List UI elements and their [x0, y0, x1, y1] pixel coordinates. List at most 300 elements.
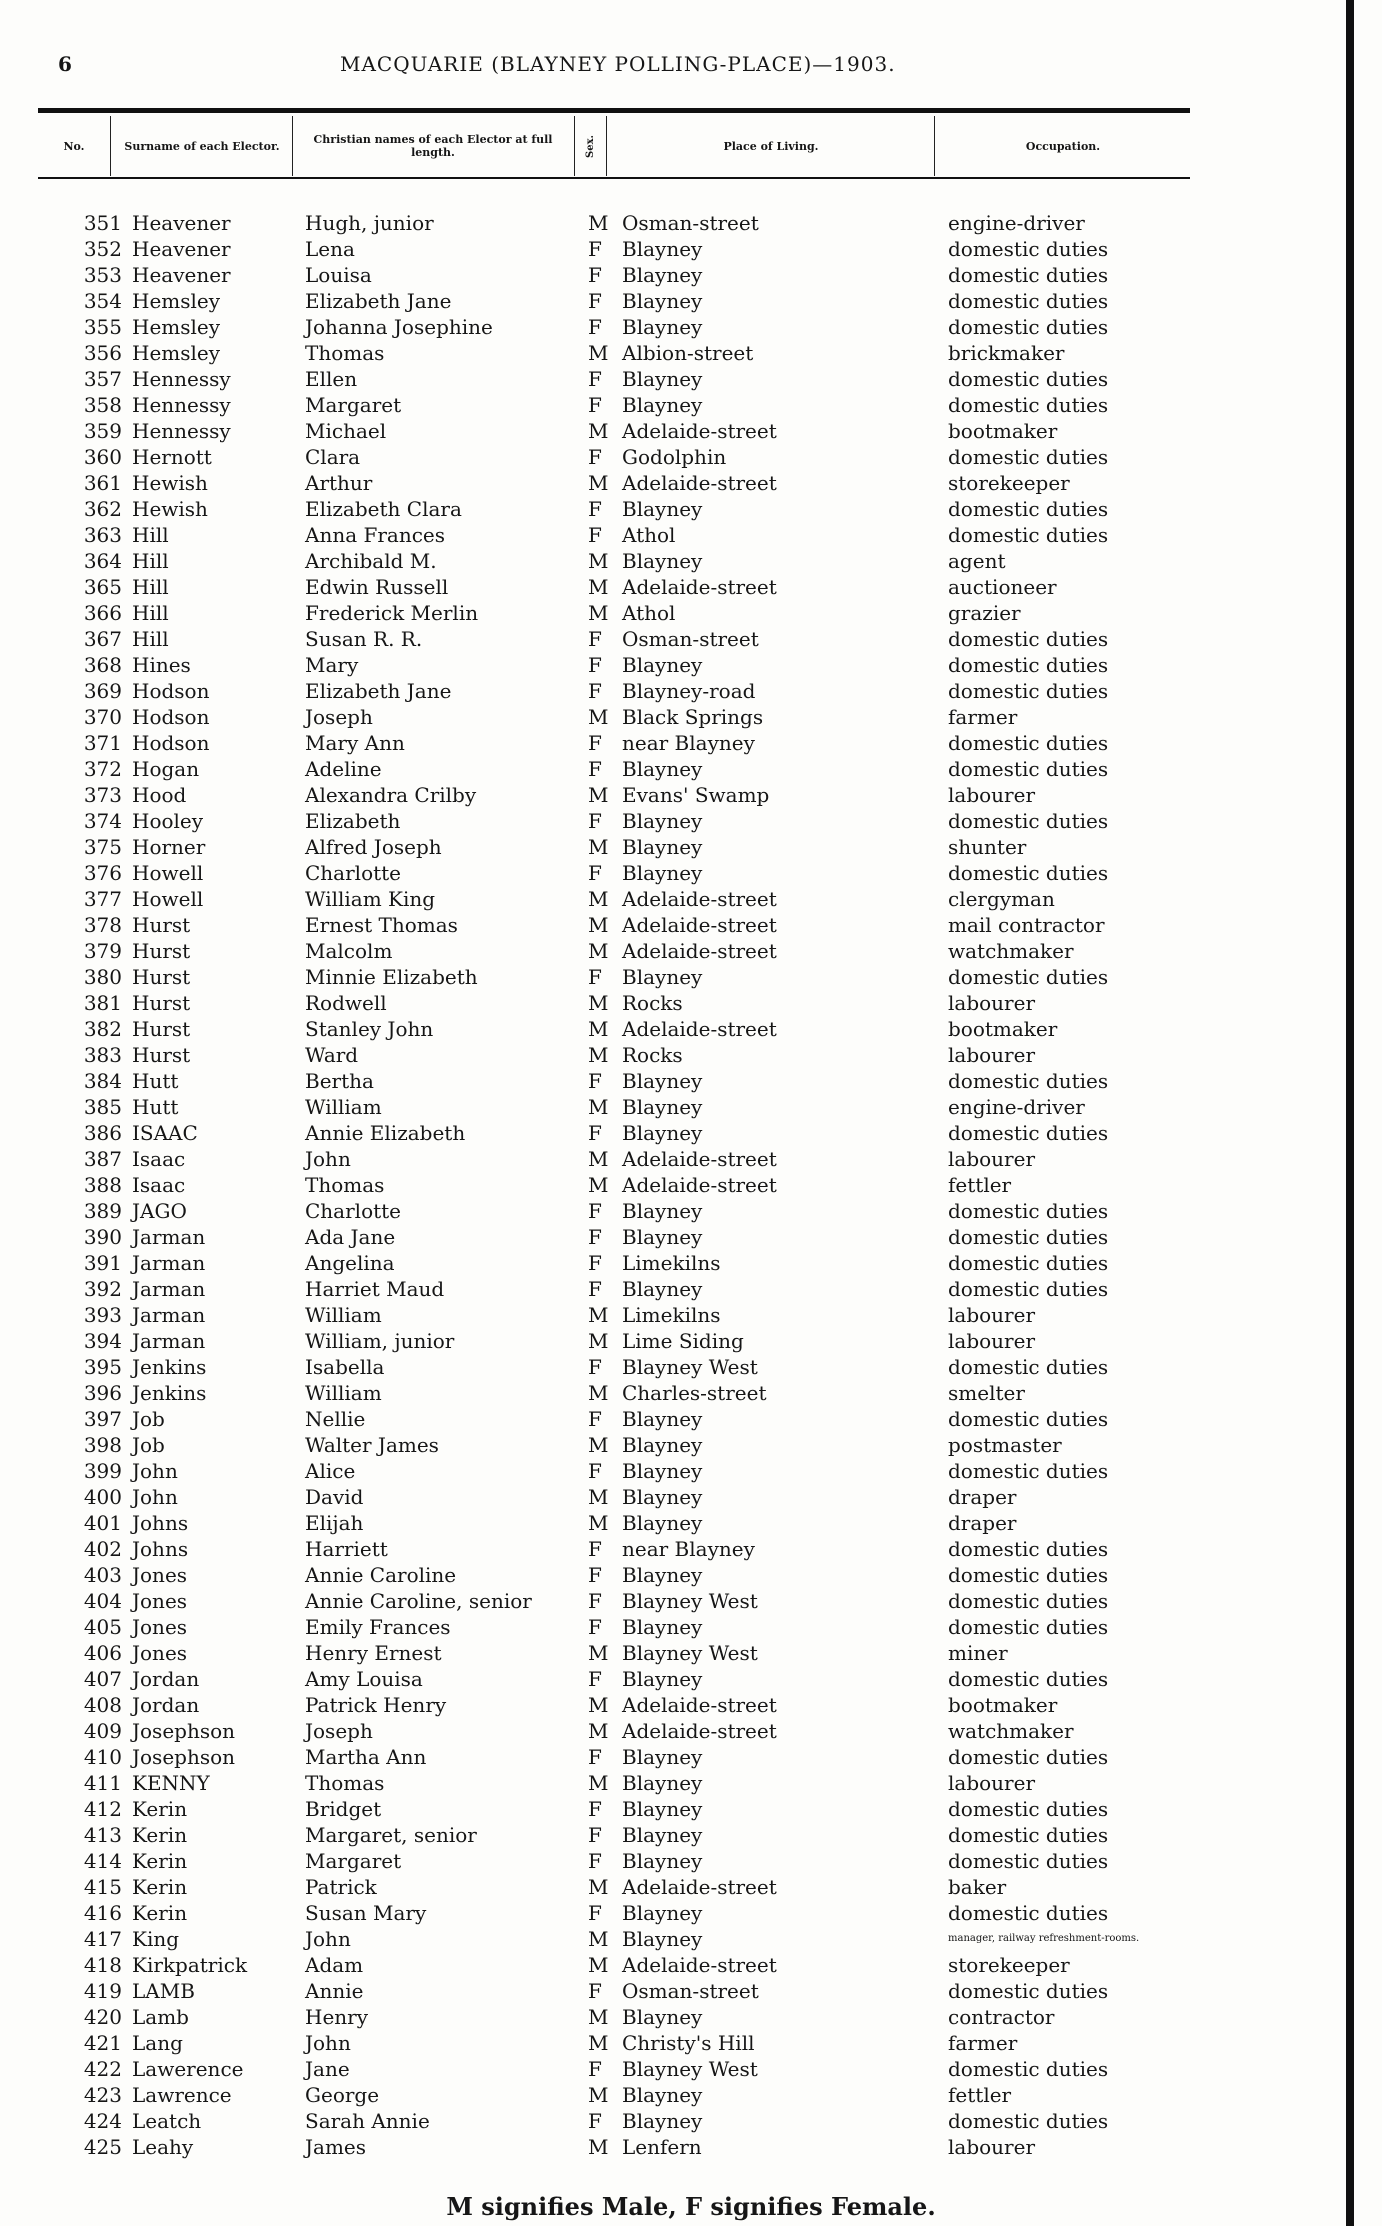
- elector-surname: Jarman: [132, 1277, 206, 1301]
- elector-place-of-living: Blayney: [622, 1225, 703, 1249]
- elector-row: [0, 678, 1382, 704]
- elector-occupation: domestic duties: [948, 1901, 1109, 1925]
- elector-place-of-living: Athol: [622, 523, 676, 547]
- elector-surname: Leahy: [132, 2135, 194, 2159]
- elector-row: [0, 2082, 1382, 2108]
- elector-row: [0, 1198, 1382, 1224]
- elector-occupation: domestic duties: [948, 1563, 1109, 1587]
- elector-surname: Johns: [132, 1537, 189, 1561]
- elector-surname: Lawrence: [132, 2083, 232, 2107]
- elector-row: [0, 1484, 1382, 1510]
- elector-number: 424: [83, 2109, 122, 2133]
- elector-sex: F: [588, 393, 602, 417]
- elector-place-of-living: Adelaide-street: [622, 1953, 777, 1977]
- elector-sex: M: [588, 211, 609, 235]
- elector-place-of-living: Blayney: [622, 1615, 703, 1639]
- elector-occupation: domestic duties: [948, 1849, 1109, 1873]
- elector-row: [0, 1510, 1382, 1536]
- elector-number: 389: [83, 1199, 122, 1223]
- elector-place-of-living: Blayney: [622, 835, 703, 859]
- elector-sex: F: [588, 315, 602, 339]
- elector-row: [0, 340, 1382, 366]
- elector-number: 396: [83, 1381, 122, 1405]
- elector-place-of-living: Rocks: [622, 991, 683, 1015]
- elector-row: [0, 2004, 1382, 2030]
- elector-sex: M: [588, 1511, 609, 1535]
- elector-sex: M: [588, 575, 609, 599]
- elector-row: [0, 1328, 1382, 1354]
- elector-occupation: contractor: [948, 2005, 1055, 2029]
- elector-number: 367: [83, 627, 122, 651]
- elector-surname: Lawerence: [132, 2057, 244, 2081]
- elector-christian-names: Patrick: [305, 1875, 377, 1899]
- elector-row: [0, 1172, 1382, 1198]
- elector-place-of-living: Blayney: [622, 1797, 703, 1821]
- elector-christian-names: Henry: [305, 2005, 369, 2029]
- elector-number: 371: [83, 731, 122, 755]
- elector-sex: M: [588, 1329, 609, 1353]
- elector-sex: F: [588, 1979, 602, 2003]
- elector-row: [0, 1068, 1382, 1094]
- elector-place-of-living: Blayney: [622, 393, 703, 417]
- elector-surname: Hennessy: [132, 419, 231, 443]
- elector-sex: M: [588, 601, 609, 625]
- elector-number: 363: [83, 523, 122, 547]
- elector-row: [0, 1926, 1382, 1952]
- elector-sex: F: [588, 731, 602, 755]
- elector-number: 400: [83, 1485, 122, 1509]
- elector-sex: M: [588, 1771, 609, 1795]
- elector-occupation: domestic duties: [948, 2057, 1109, 2081]
- elector-row: [0, 1146, 1382, 1172]
- elector-sex: M: [588, 913, 609, 937]
- elector-occupation: domestic duties: [948, 1277, 1109, 1301]
- elector-sex: F: [588, 1745, 602, 1769]
- elector-number: 403: [83, 1563, 122, 1587]
- elector-row: [0, 938, 1382, 964]
- elector-sex: F: [588, 1589, 602, 1613]
- elector-place-of-living: Blayney: [622, 1511, 703, 1535]
- elector-surname: Hewish: [132, 471, 208, 495]
- elector-surname: Hurst: [132, 939, 191, 963]
- elector-occupation: domestic duties: [948, 1979, 1109, 2003]
- column-divider: [292, 116, 293, 176]
- elector-place-of-living: Blayney: [622, 289, 703, 313]
- elector-sex: M: [588, 835, 609, 859]
- elector-place-of-living: Blayney: [622, 1485, 703, 1509]
- elector-row: [0, 808, 1382, 834]
- elector-number: 418: [83, 1953, 122, 1977]
- elector-place-of-living: Blayney: [622, 1277, 703, 1301]
- elector-christian-names: William, junior: [305, 1329, 455, 1353]
- page-number: 6: [58, 52, 72, 76]
- elector-number: 382: [83, 1017, 122, 1041]
- elector-place-of-living: Adelaide-street: [622, 471, 777, 495]
- elector-occupation: domestic duties: [948, 1667, 1109, 1691]
- header-place-of-living: Place of Living.: [723, 139, 819, 153]
- elector-number: 359: [83, 419, 122, 443]
- elector-christian-names: Emily Frances: [305, 1615, 451, 1639]
- elector-number: 425: [83, 2135, 122, 2159]
- elector-row: [0, 574, 1382, 600]
- elector-place-of-living: Blayney: [622, 1121, 703, 1145]
- elector-sex: M: [588, 1303, 609, 1327]
- elector-christian-names: Ellen: [305, 367, 358, 391]
- elector-surname: LAMB: [132, 1979, 195, 2003]
- elector-christian-names: Frederick Merlin: [305, 601, 479, 625]
- elector-number: 415: [83, 1875, 122, 1899]
- elector-surname: Hodson: [132, 679, 210, 703]
- elector-occupation: shunter: [948, 835, 1027, 859]
- elector-christian-names: Charlotte: [305, 1199, 402, 1223]
- elector-place-of-living: Blayney: [622, 1901, 703, 1925]
- elector-sex: M: [588, 1485, 609, 1509]
- elector-sex: F: [588, 757, 602, 781]
- elector-place-of-living: Blayney: [622, 965, 703, 989]
- elector-occupation: farmer: [948, 2031, 1018, 2055]
- elector-row: [0, 1744, 1382, 1770]
- elector-surname: Kerin: [132, 1823, 188, 1847]
- elector-occupation: domestic duties: [948, 1459, 1109, 1483]
- column-divider: [110, 116, 111, 176]
- elector-number: 360: [83, 445, 122, 469]
- elector-occupation: fettler: [948, 1173, 1012, 1197]
- elector-surname: Hemsley: [132, 341, 221, 365]
- elector-occupation: watchmaker: [948, 1719, 1074, 1743]
- elector-place-of-living: Blayney: [622, 2109, 703, 2133]
- elector-number: 412: [83, 1797, 122, 1821]
- elector-row: [0, 1718, 1382, 1744]
- elector-christian-names: Elizabeth Jane: [305, 289, 452, 313]
- elector-place-of-living: Godolphin: [622, 445, 727, 469]
- elector-number: 397: [83, 1407, 122, 1431]
- elector-occupation: clergyman: [948, 887, 1055, 911]
- elector-surname: Hennessy: [132, 393, 231, 417]
- elector-number: 419: [83, 1979, 122, 2003]
- header-sex-cell: [576, 116, 606, 176]
- elector-occupation: engine-driver: [948, 1095, 1085, 1119]
- elector-sex: F: [588, 2109, 602, 2133]
- elector-sex: F: [588, 1823, 602, 1847]
- elector-number: 384: [83, 1069, 122, 1093]
- elector-christian-names: William: [305, 1303, 382, 1327]
- elector-number: 355: [83, 315, 122, 339]
- elector-place-of-living: Albion-street: [622, 341, 754, 365]
- elector-row: [0, 1952, 1382, 1978]
- elector-sex: F: [588, 523, 602, 547]
- sex-legend-footer: M signifies Male, F signifies Female.: [446, 2192, 936, 2221]
- elector-surname: Jones: [132, 1589, 188, 1613]
- elector-sex: M: [588, 887, 609, 911]
- elector-number: 408: [83, 1693, 122, 1717]
- elector-row: [0, 834, 1382, 860]
- elector-occupation: domestic duties: [948, 237, 1109, 261]
- elector-sex: M: [588, 2005, 609, 2029]
- elector-sex: F: [588, 1199, 602, 1223]
- elector-number: 390: [83, 1225, 122, 1249]
- elector-christian-names: Susan Mary: [305, 1901, 427, 1925]
- elector-number: 375: [83, 835, 122, 859]
- elector-sex: M: [588, 2135, 609, 2159]
- elector-christian-names: Jane: [305, 2057, 350, 2081]
- elector-occupation: domestic duties: [948, 1589, 1109, 1613]
- elector-christian-names: Annie: [305, 1979, 364, 2003]
- elector-christian-names: Rodwell: [305, 991, 387, 1015]
- elector-christian-names: William King: [305, 887, 436, 911]
- elector-number: 385: [83, 1095, 122, 1119]
- elector-occupation: domestic duties: [948, 1537, 1109, 1561]
- elector-surname: Horner: [132, 835, 206, 859]
- elector-row: [0, 1458, 1382, 1484]
- header-christian-names: Christian names of each Elector at full length.: [313, 133, 553, 159]
- elector-sex: F: [588, 1251, 602, 1275]
- elector-sex: F: [588, 965, 602, 989]
- elector-surname: Kerin: [132, 1901, 188, 1925]
- elector-christian-names: John: [305, 2031, 351, 2055]
- elector-row: [0, 1614, 1382, 1640]
- elector-surname: Hutt: [132, 1069, 179, 1093]
- elector-number: 421: [83, 2031, 122, 2055]
- elector-surname: Kerin: [132, 1849, 188, 1873]
- elector-place-of-living: near Blayney: [622, 1537, 755, 1561]
- elector-occupation: domestic duties: [948, 731, 1109, 755]
- elector-christian-names: Margaret: [305, 1849, 402, 1873]
- elector-christian-names: Harriet Maud: [305, 1277, 445, 1301]
- elector-number: 413: [83, 1823, 122, 1847]
- elector-sex: F: [588, 1563, 602, 1587]
- elector-occupation: manager, railway refreshment-rooms.: [948, 1933, 1140, 1944]
- elector-place-of-living: Blayney: [622, 263, 703, 287]
- elector-surname: Lamb: [132, 2005, 189, 2029]
- elector-sex: F: [588, 497, 602, 521]
- elector-christian-names: Susan R. R.: [305, 627, 423, 651]
- elector-surname: Job: [132, 1433, 165, 1457]
- elector-surname: ISAAC: [132, 1121, 198, 1145]
- elector-place-of-living: near Blayney: [622, 731, 755, 755]
- elector-number: 381: [83, 991, 122, 1015]
- elector-place-of-living: Blayney: [622, 2083, 703, 2107]
- elector-occupation: domestic duties: [948, 1745, 1109, 1769]
- elector-sex: M: [588, 2031, 609, 2055]
- elector-number: 402: [83, 1537, 122, 1561]
- elector-surname: Howell: [132, 887, 204, 911]
- elector-occupation: smelter: [948, 1381, 1025, 1405]
- elector-christian-names: Joseph: [305, 705, 373, 729]
- elector-surname: Jones: [132, 1615, 188, 1639]
- elector-place-of-living: Blayney: [622, 1199, 703, 1223]
- elector-number: 353: [83, 263, 122, 287]
- elector-number: 398: [83, 1433, 122, 1457]
- elector-occupation: domestic duties: [948, 1199, 1109, 1223]
- elector-surname: Kerin: [132, 1875, 188, 1899]
- elector-occupation: miner: [948, 1641, 1008, 1665]
- elector-row: [0, 1562, 1382, 1588]
- elector-surname: Howell: [132, 861, 204, 885]
- elector-row: [0, 210, 1382, 236]
- elector-number: 378: [83, 913, 122, 937]
- elector-place-of-living: Blayney: [622, 1667, 703, 1691]
- elector-christian-names: Ward: [305, 1043, 359, 1067]
- elector-surname: Jordan: [132, 1693, 200, 1717]
- elector-number: 358: [83, 393, 122, 417]
- elector-christian-names: Walter James: [305, 1433, 439, 1457]
- elector-sex: F: [588, 1849, 602, 1873]
- elector-number: 405: [83, 1615, 122, 1639]
- elector-sex: M: [588, 1043, 609, 1067]
- elector-row: [0, 496, 1382, 522]
- elector-occupation: watchmaker: [948, 939, 1074, 963]
- elector-surname: Hewish: [132, 497, 208, 521]
- elector-number: 416: [83, 1901, 122, 1925]
- elector-surname: Hogan: [132, 757, 200, 781]
- elector-christian-names: James: [305, 2135, 367, 2159]
- elector-place-of-living: Lime Siding: [622, 1329, 744, 1353]
- elector-occupation: domestic duties: [948, 653, 1109, 677]
- elector-surname: Heavener: [132, 263, 231, 287]
- elector-sex: F: [588, 1537, 602, 1561]
- elector-occupation: draper: [948, 1485, 1017, 1509]
- elector-place-of-living: Blayney: [622, 1771, 703, 1795]
- elector-sex: M: [588, 1381, 609, 1405]
- elector-row: [0, 1770, 1382, 1796]
- elector-row: [0, 1822, 1382, 1848]
- elector-christian-names: Annie Caroline, senior: [305, 1589, 532, 1613]
- elector-place-of-living: Osman-street: [622, 627, 759, 651]
- elector-surname: Lang: [132, 2031, 183, 2055]
- elector-occupation: domestic duties: [948, 1251, 1109, 1275]
- elector-row: [0, 314, 1382, 340]
- elector-row: [0, 860, 1382, 886]
- elector-sex: M: [588, 783, 609, 807]
- elector-sex: M: [588, 1147, 609, 1171]
- elector-row: [0, 262, 1382, 288]
- header-bottom-rule: [38, 177, 1190, 179]
- elector-number: 422: [83, 2057, 122, 2081]
- elector-christian-names: Sarah Annie: [305, 2109, 430, 2133]
- elector-sex: M: [588, 1693, 609, 1717]
- elector-surname: Jordan: [132, 1667, 200, 1691]
- elector-occupation: domestic duties: [948, 393, 1109, 417]
- elector-place-of-living: Charles-street: [622, 1381, 767, 1405]
- elector-occupation: labourer: [948, 2135, 1036, 2159]
- elector-row: [0, 782, 1382, 808]
- elector-occupation: labourer: [948, 1329, 1036, 1353]
- elector-place-of-living: Blayney: [622, 653, 703, 677]
- elector-place-of-living: Blayney: [622, 1927, 703, 1951]
- elector-number: 357: [83, 367, 122, 391]
- elector-christian-names: Arthur: [305, 471, 373, 495]
- elector-occupation: domestic duties: [948, 2109, 1109, 2133]
- elector-christian-names: Alice: [305, 1459, 356, 1483]
- elector-number: 399: [83, 1459, 122, 1483]
- elector-row: [0, 756, 1382, 782]
- elector-christian-names: Patrick Henry: [305, 1693, 447, 1717]
- elector-occupation: labourer: [948, 1303, 1036, 1327]
- elector-sex: M: [588, 1095, 609, 1119]
- elector-christian-names: Harriett: [305, 1537, 388, 1561]
- elector-place-of-living: Adelaide-street: [622, 913, 777, 937]
- elector-number: 373: [83, 783, 122, 807]
- elector-place-of-living: Adelaide-street: [622, 1875, 777, 1899]
- elector-number: 368: [83, 653, 122, 677]
- elector-surname: Isaac: [132, 1147, 186, 1171]
- elector-place-of-living: Adelaide-street: [622, 1173, 777, 1197]
- elector-occupation: domestic duties: [948, 757, 1109, 781]
- elector-number: 387: [83, 1147, 122, 1171]
- elector-place-of-living: Blayney: [622, 757, 703, 781]
- elector-occupation: auctioneer: [948, 575, 1057, 599]
- elector-christian-names: David: [305, 1485, 364, 1509]
- header-no: No.: [63, 139, 85, 153]
- elector-surname: Isaac: [132, 1173, 186, 1197]
- elector-sex: M: [588, 1641, 609, 1665]
- elector-christian-names: Michael: [305, 419, 387, 443]
- elector-row: [0, 1016, 1382, 1042]
- elector-occupation: domestic duties: [948, 679, 1109, 703]
- elector-christian-names: Alfred Joseph: [305, 835, 442, 859]
- column-divider: [574, 116, 575, 176]
- elector-number: 370: [83, 705, 122, 729]
- elector-surname: Hines: [132, 653, 191, 677]
- elector-occupation: bootmaker: [948, 419, 1058, 443]
- elector-row: [0, 1354, 1382, 1380]
- elector-christian-names: Thomas: [305, 1771, 385, 1795]
- electors-list: [0, 210, 1382, 2160]
- elector-row: [0, 522, 1382, 548]
- elector-number: 386: [83, 1121, 122, 1145]
- elector-surname: Kerin: [132, 1797, 188, 1821]
- elector-row: [0, 288, 1382, 314]
- elector-number: 366: [83, 601, 122, 625]
- elector-place-of-living: Adelaide-street: [622, 1017, 777, 1041]
- elector-number: 361: [83, 471, 122, 495]
- elector-row: [0, 652, 1382, 678]
- elector-row: [0, 1224, 1382, 1250]
- elector-occupation: labourer: [948, 783, 1036, 807]
- elector-occupation: domestic duties: [948, 1407, 1109, 1431]
- elector-surname: KENNY: [132, 1771, 210, 1795]
- elector-row: [0, 444, 1382, 470]
- elector-occupation: bootmaker: [948, 1017, 1058, 1041]
- elector-place-of-living: Blayney: [622, 1459, 703, 1483]
- elector-christian-names: Annie Elizabeth: [305, 1121, 466, 1145]
- elector-row: [0, 1250, 1382, 1276]
- elector-number: 394: [83, 1329, 122, 1353]
- elector-christian-names: John: [305, 1147, 351, 1171]
- elector-row: [0, 730, 1382, 756]
- elector-surname: Josephson: [132, 1745, 236, 1769]
- elector-occupation: domestic duties: [948, 965, 1109, 989]
- elector-occupation: domestic duties: [948, 445, 1109, 469]
- elector-place-of-living: Adelaide-street: [622, 939, 777, 963]
- elector-place-of-living: Blayney: [622, 367, 703, 391]
- elector-place-of-living: Adelaide-street: [622, 1693, 777, 1717]
- elector-sex: F: [588, 1667, 602, 1691]
- elector-row: [0, 470, 1382, 496]
- elector-sex: M: [588, 939, 609, 963]
- page-title: MACQUARIE (BLAYNEY POLLING-PLACE)—1903.: [340, 52, 896, 76]
- elector-sex: F: [588, 679, 602, 703]
- elector-surname: John: [132, 1485, 178, 1509]
- elector-place-of-living: Blayney West: [622, 2057, 758, 2081]
- elector-row: [0, 1848, 1382, 1874]
- elector-occupation: domestic duties: [948, 1823, 1109, 1847]
- elector-surname: Jarman: [132, 1225, 206, 1249]
- elector-number: 362: [83, 497, 122, 521]
- elector-surname: Hill: [132, 575, 169, 599]
- elector-number: 406: [83, 1641, 122, 1665]
- elector-christian-names: Amy Louisa: [305, 1667, 423, 1691]
